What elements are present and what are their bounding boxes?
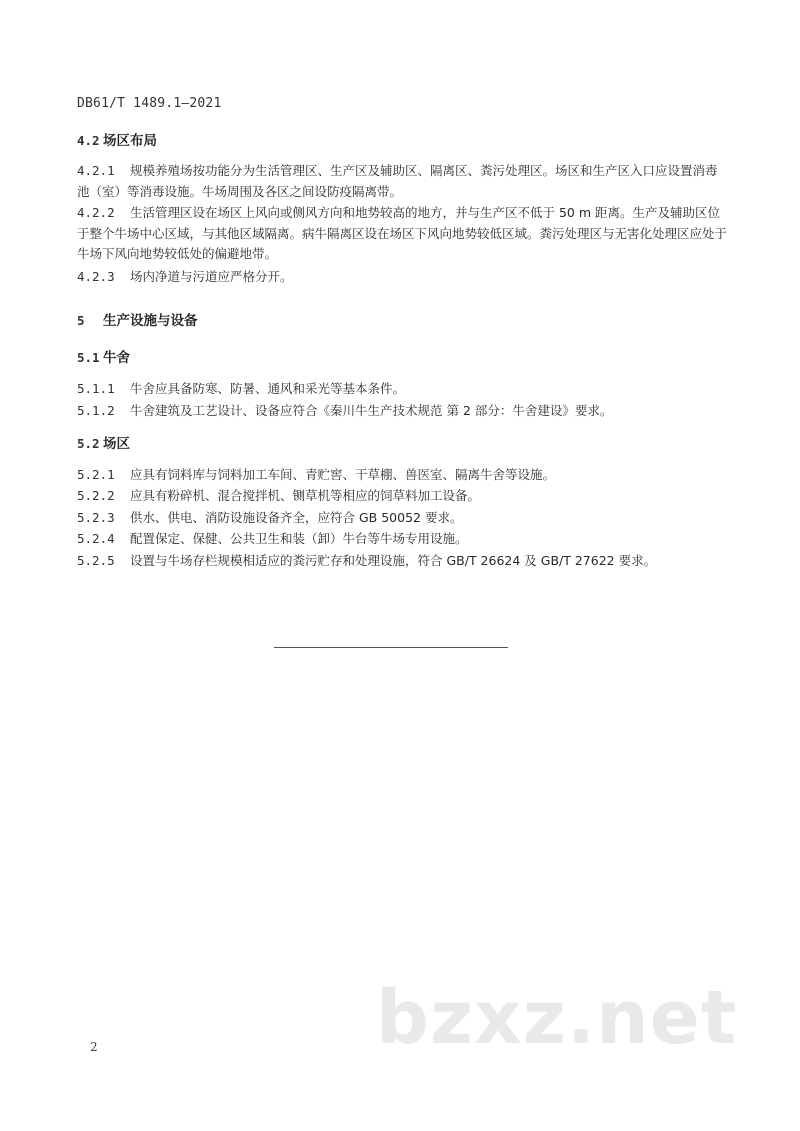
clause-number: 4.2.3	[77, 269, 115, 284]
clause-5-2-1	[77, 465, 727, 486]
clause-text: 场内净道与污道应严格分开。	[130, 269, 293, 284]
clause-text: 牛舍应具备防寒、防暑、通风和采光等基本条件。	[130, 381, 406, 396]
clause-5-2-4	[77, 529, 727, 550]
clause-text: 设置与牛场存栏规模相适应的粪污贮存和处理设施，符合 GB/T 26624 及 GB/T 27622 要求。	[130, 553, 657, 568]
section-heading-4-2	[77, 131, 727, 151]
end-of-document-rule	[274, 647, 508, 648]
clause-number: 5.2.2	[77, 488, 115, 503]
clause-5-1-2	[77, 401, 727, 422]
clause-number: 5.2.4	[77, 531, 115, 546]
clause-4-2-1	[77, 161, 727, 202]
clause-text: 应具有饲料库与饲料加工车间、青贮窖、干草棚、兽医室、隔离牛舍等设施。	[130, 467, 556, 482]
section-title: 场区布局	[103, 133, 157, 149]
section-number: 5.1	[77, 350, 100, 365]
section-title: 生产设施与设备	[103, 313, 198, 329]
clause-number: 5.2.3	[77, 510, 115, 525]
clause-5-2-5	[77, 551, 727, 572]
clause-4-2-2	[77, 203, 727, 265]
clause-number: 4.2.2	[77, 205, 115, 220]
clause-text: 配置保定、保健、公共卫生和装（卸）牛台等牛场专用设施。	[130, 531, 468, 546]
clause-text: 牛舍建筑及工艺设计、设备应符合《秦川牛生产技术规范 第 2 部分：牛舍建设》要求。	[130, 403, 613, 418]
clause-5-2-2	[77, 486, 727, 507]
clause-4-2-3	[77, 267, 727, 288]
clause-number: 5.2.1	[77, 467, 115, 482]
clause-text: 应具有粉碎机、混合搅拌机、铡草机等相应的饲草料加工设备。	[130, 488, 481, 503]
section-title: 牛舍	[103, 350, 130, 366]
page-number: 2	[90, 1040, 98, 1054]
section-number: 4.2	[77, 133, 100, 148]
clause-5-2-3	[77, 508, 727, 529]
section-title: 场区	[103, 436, 130, 452]
watermark: bzxz.net	[376, 975, 738, 1061]
clause-number: 5.2.5	[77, 553, 115, 568]
clause-text: 规模养殖场按功能分为生活管理区、生产区及辅助区、隔离区、粪污处理区。场区和生产区入口应设置消毒池（室）等消毒设施。牛场周围及各区之间设防疫隔离带。	[77, 163, 718, 199]
clause-number: 5.1.2	[77, 403, 115, 418]
clause-number: 4.2.1	[77, 163, 115, 178]
section-heading-5-2	[77, 434, 727, 454]
clause-text: 生活管理区设在场区上风向或侧风方向和地势较高的地方，并与生产区不低于 50 m 距离。生产及辅助区位于整个牛场中心区域，与其他区域隔离。病牛隔离区设在场区下风向地势较低区域。粪污处理区与无害化处理区应处于牛场下风向地势较低处的偏避地带。	[77, 205, 728, 262]
section-number: 5.2	[77, 436, 100, 451]
clause-5-1-1	[77, 379, 727, 400]
document-code: DB61/T 1489.1—2021	[77, 96, 222, 111]
clause-number: 5.1.1	[77, 381, 115, 396]
clause-text: 供水、供电、消防设施设备齐全，应符合 GB 50052 要求。	[130, 510, 463, 525]
section-heading-5	[77, 311, 727, 331]
section-heading-5-1	[77, 348, 727, 368]
section-number: 5	[77, 313, 85, 328]
